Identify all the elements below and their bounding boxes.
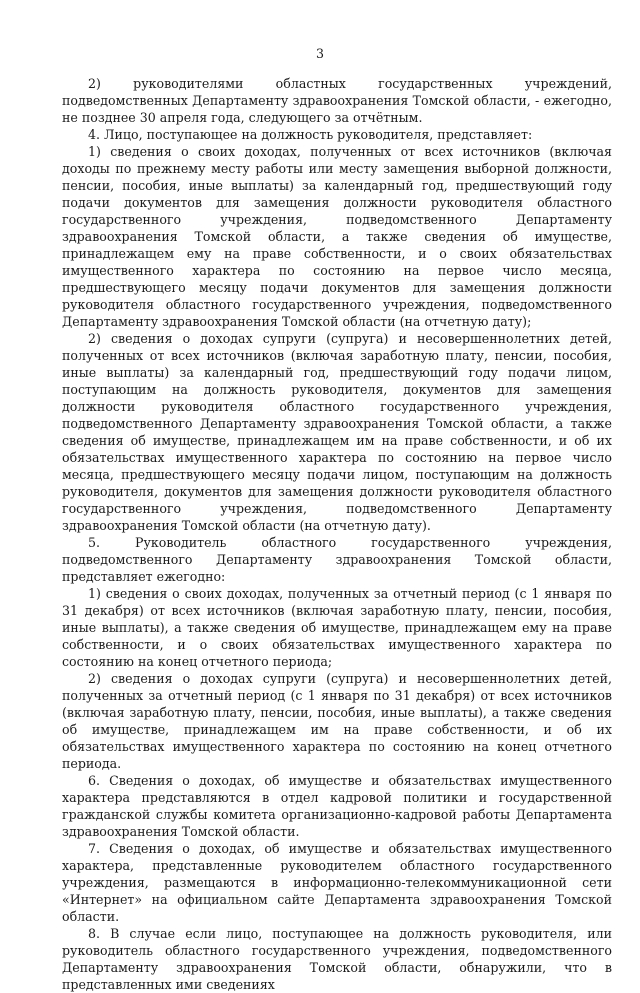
paragraph-clause-4: 4. Лицо, поступающее на должность руководителя, представляет: — [88, 127, 533, 142]
document-body — [62, 75, 612, 993]
paragraph-clause-3-item-2: 2) руководителями областных государственных учреждений, подведомственных Департаменту здравоохранения Томской области, - ежегодно, не позднее 30 апреля года, следующего за отчётным. — [62, 76, 612, 125]
paragraph-clause-6: 6. Сведения о доходах, об имуществе и обязательствах имущественного характера представляются в отдел кадровой политики и государственной гражданской службы комитета организационно-кадровой работы Департамента здравоохранения Томской области. — [62, 773, 612, 839]
page-number: 3 — [315, 46, 324, 61]
paragraph-clause-7: 7. Сведения о доходах, об имуществе и обязательствах имущественного характера, представленные руководителем областного государственного учреждения, размещаются в информационно-телекоммуникационной сети «Интернет» на официальном сайте Департамента здравоохранения Томской области. — [62, 841, 612, 924]
paragraph-clause-5-item-2: 2) сведения о доходах супруги (супруга) и несовершеннолетних детей, полученных за отчетный период (с 1 января по 31 декабря) от всех источников (включая заработную плату, пенсии, пособия, иные выплаты), а также сведения об имуществе, принадлежащем им на праве собственности, и об их обязательствах имущественного характера по состоянию на конец отчетного периода. — [62, 671, 612, 771]
paragraph-clause-5: 5. Руководитель областного государственного учреждения, подведомственного Департаменту здравоохранения Томской области, представляет ежегодно: — [62, 535, 612, 584]
paragraph-clause-8: 8. В случае если лицо, поступающее на должность руководителя, или руководитель областного государственного учреждения, подведомственного Департаменту здравоохранения Томской области, обнаружили, что в представленных ими сведениях — [62, 926, 612, 992]
paragraph-clause-5-item-1: 1) сведения о своих доходах, полученных за отчетный период (с 1 января по 31 декабря) от всех источников (включая заработную плату, пенсии, пособия, иные выплаты), а также сведения об имуществе, принадлежащем ему на праве собственности, и о своих обязательствах имущественного характера по состоянию на конец отчетного периода; — [62, 586, 612, 669]
paragraph-clause-4-item-2: 2) сведения о доходах супруги (супруга) и несовершеннолетних детей, полученных от всех источников (включая заработную плату, пенсии, пособия, иные выплаты) за календарный год, предшествующий году подачи лицом, поступающим на должность руководителя, документов для замещения должности руководителя областного государственного учреждения, подведомственного Департаменту здравоохранения Томской области, а также сведения об имуществе, принадлежащем им на праве собственности, и об их обязательствах имущественного характера по состоянию на первое число месяца, предшествующего месяцу подачи лицом, поступающим на должность руководителя, документов для замещения должности руководителя областного государственного учреждения, подведомственного Департаменту здравоохранения Томской области (на отчетную дату). — [62, 331, 612, 533]
paragraph-clause-4-item-1: 1) сведения о своих доходах, полученных от всех источников (включая доходы по прежнему месту работы или месту замещения выборной должности, пенсии, пособия, иные выплаты) за календарный год, предшествующий году подачи документов для замещения должности руководителя областного государственного учреждения, подведомственного Департаменту здравоохранения Томской области, а также сведения об имуществе, принадлежащем ему на праве собственности, и о своих обязательствах имущественного характера по состоянию на первое число месяца, предшествующего месяцу подачи документов для замещения должности руководителя областного государственного учреждения, подведомственного Департаменту здравоохранения Томской области (на отчетную дату); — [62, 144, 612, 329]
